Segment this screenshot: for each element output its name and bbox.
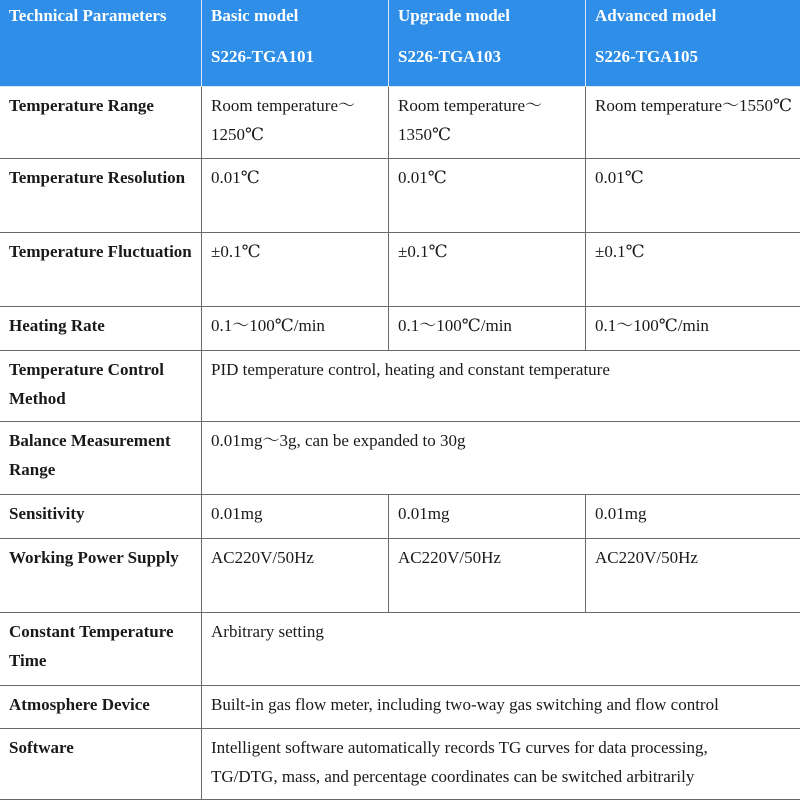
cell-value: Built-in gas flow meter, including two-way gas switching and flow control: [202, 686, 800, 729]
row-label: Atmosphere Device: [0, 686, 202, 729]
model-code: S226-TGA101: [211, 43, 382, 71]
table-row: [0, 539, 800, 613]
cell-value: Room temperature～1250℃: [202, 87, 389, 159]
row-label: Working Power Supply: [0, 539, 202, 613]
table-row: [0, 233, 800, 307]
cell-value: 0.01mg: [389, 495, 586, 539]
table-row: [0, 422, 800, 495]
table-row: [0, 495, 800, 539]
model-name: Basic model: [211, 6, 298, 25]
cell-value: PID temperature control, heating and constant temperature: [202, 351, 800, 422]
row-label: Temperature Resolution: [0, 159, 202, 233]
model-code: S226-TGA105: [595, 43, 795, 71]
cell-value: AC220V/50Hz: [202, 539, 389, 613]
row-label: Balance Measurement Range: [0, 422, 202, 495]
cell-value: ±0.1℃: [202, 233, 389, 307]
model-name: Advanced model: [595, 6, 716, 25]
cell-value: 0.1～100℃/min: [586, 307, 800, 351]
table-row: [0, 159, 800, 233]
row-label: Temperature Control Method: [0, 351, 202, 422]
header-row: [0, 0, 800, 87]
row-label: Sensitivity: [0, 495, 202, 539]
table-row: [0, 351, 800, 422]
cell-value: 0.01mg～3g, can be expanded to 30g: [202, 422, 800, 495]
software-line: TG/DTG, mass, and percentage coordinates can be switched arbitrarily: [211, 762, 795, 791]
table-body: [0, 87, 800, 800]
cell-value: AC220V/50Hz: [389, 539, 586, 613]
cell-value: 0.1～100℃/min: [202, 307, 389, 351]
cell-value: Room temperature～1350℃: [389, 87, 586, 159]
header-model-basic: [202, 0, 389, 87]
header-model-advanced: [586, 0, 800, 87]
row-label: Constant Temperature Time: [0, 613, 202, 686]
cell-value: 0.01℃: [202, 159, 389, 233]
table-row: [0, 87, 800, 159]
table-row: [0, 613, 800, 686]
row-label: Software: [0, 729, 202, 800]
cell-value: ±0.1℃: [389, 233, 586, 307]
header-param-label: Technical Parameters: [0, 0, 202, 87]
cell-value: [202, 729, 800, 800]
cell-value: ±0.1℃: [586, 233, 800, 307]
cell-value: 0.1～100℃/min: [389, 307, 586, 351]
cell-value: 0.01mg: [202, 495, 389, 539]
row-label: Temperature Fluctuation: [0, 233, 202, 307]
cell-value: 0.01mg: [586, 495, 800, 539]
model-code: S226-TGA103: [398, 43, 579, 71]
cell-value: Room temperature～1550℃: [586, 87, 800, 159]
cell-value: AC220V/50Hz: [586, 539, 800, 613]
table-row: [0, 307, 800, 351]
table-row: [0, 686, 800, 729]
software-line: Intelligent software automatically records TG curves for data processing,: [211, 733, 795, 762]
row-label: Heating Rate: [0, 307, 202, 351]
table-header: [0, 0, 800, 87]
header-model-upgrade: [389, 0, 586, 87]
model-name: Upgrade model: [398, 6, 510, 25]
cell-value: 0.01℃: [586, 159, 800, 233]
table-row: [0, 729, 800, 800]
cell-value: 0.01℃: [389, 159, 586, 233]
cell-value: Arbitrary setting: [202, 613, 800, 686]
row-label: Temperature Range: [0, 87, 202, 159]
